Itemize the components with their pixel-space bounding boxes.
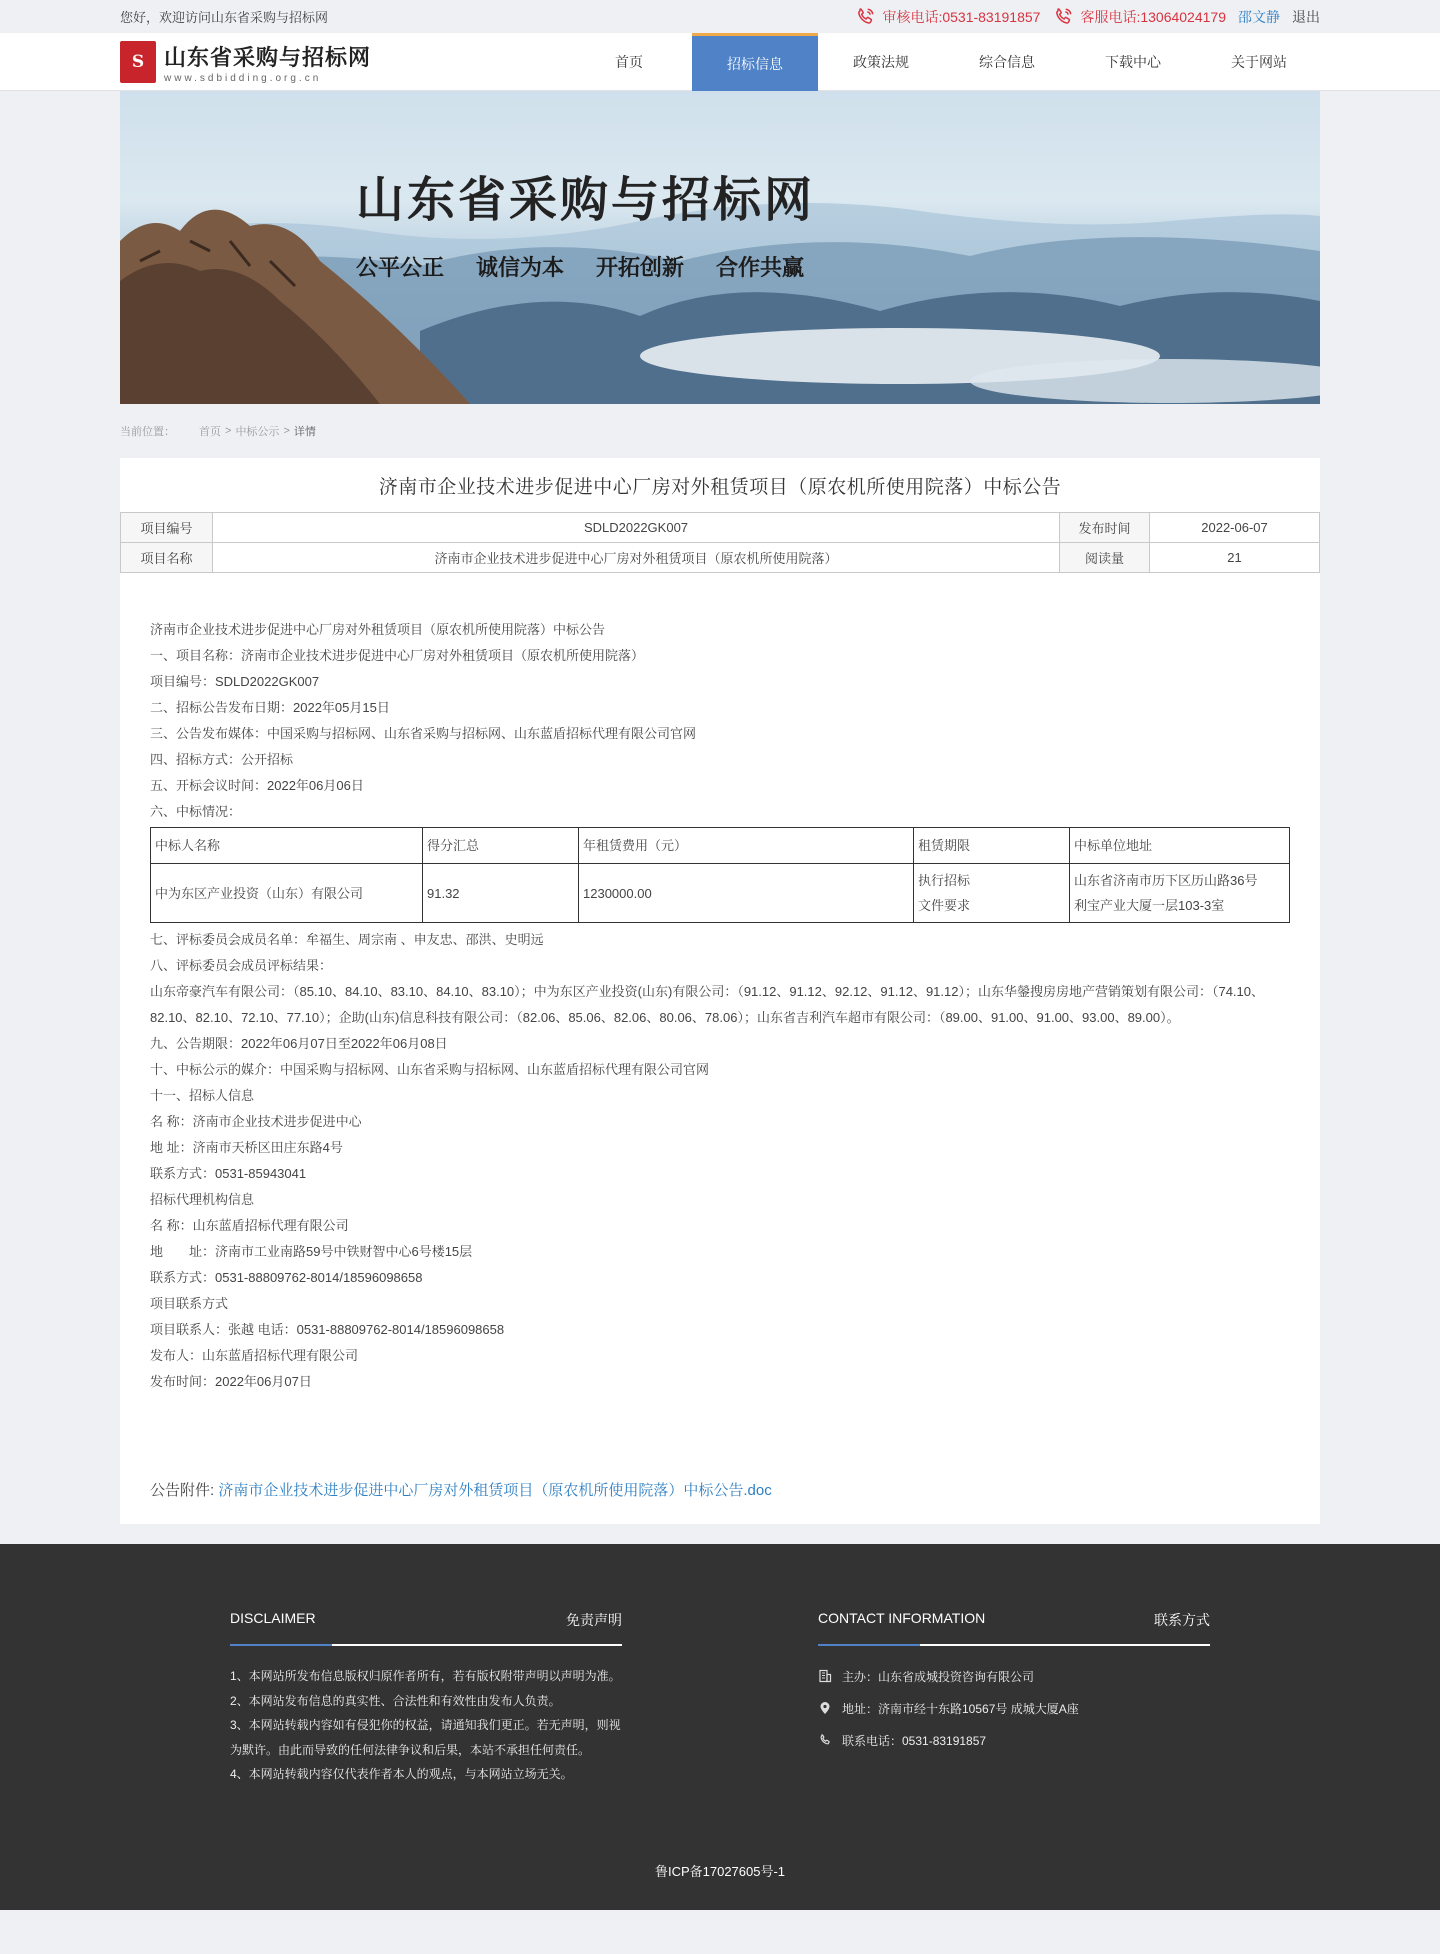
breadcrumb-section[interactable]: 中标公示 — [235, 426, 280, 438]
content-line: 三、公告发布媒体：中国采购与招标网、山东省采购与招标网、山东蓝盾招标代理有限公司官网 — [150, 726, 697, 741]
nav-bidding-info[interactable]: 招标信息 — [692, 33, 818, 91]
winner-address — [1070, 864, 1290, 923]
logo-seal-icon: S — [120, 41, 156, 83]
slogan: 诚信为本 — [476, 255, 565, 281]
winner-name: 中为东区产业投资（山东）有限公司 — [151, 864, 423, 923]
divider — [818, 1644, 1210, 1646]
phone-icon — [854, 6, 876, 28]
disclaimer-section — [230, 1610, 622, 1787]
site-header — [0, 33, 1440, 91]
content-line: 五、开标会议时间：2022年06月06日 — [150, 778, 364, 793]
address-text: 地址：济南市经十东路10567号 成城大厦A座 — [842, 1701, 1079, 1716]
table-header: 得分汇总 — [423, 828, 579, 864]
table-header: 中标单位地址 — [1070, 828, 1290, 864]
content-line: 项目编号：SDLD2022GK007 — [150, 674, 320, 689]
table-header: 中标人名称 — [151, 828, 423, 864]
contact-address — [818, 1692, 1210, 1724]
phone-text: 联系电话：0531-83191857 — [842, 1733, 987, 1748]
date-label: 发布时间 — [1060, 513, 1150, 543]
audit-phone-text: 审核电话:0531-83191857 — [882, 8, 1041, 25]
breadcrumb-sep: > — [283, 425, 290, 437]
attachment-label: 公告附件: — [150, 1482, 215, 1499]
notice-panel — [120, 458, 1320, 1524]
disclaimer-item: 4、本网站转载内容仅代表作者本人的观点，与本网站立场无关。 — [230, 1767, 573, 1781]
contact-host — [818, 1660, 1210, 1692]
content-line: 十一、招标人信息 — [150, 1088, 255, 1103]
term-line: 执行招标 — [918, 873, 971, 888]
winner-term — [914, 864, 1070, 923]
notice-info-table — [120, 512, 1320, 573]
date-value: 2022-06-07 — [1150, 513, 1320, 543]
content-line: 招标代理机构信息 — [150, 1192, 255, 1207]
phone-icon — [818, 1733, 832, 1747]
winner-table — [150, 827, 1290, 923]
content-line: 一、项目名称：济南市企业技术进步促进中心厂房对外租赁项目（原农机所使用院落） — [150, 648, 645, 663]
breadcrumb — [120, 404, 1320, 458]
breadcrumb-current: 详情 — [293, 426, 316, 438]
name-value: 济南市企业技术进步促进中心厂房对外租赁项目（原农机所使用院落） — [213, 543, 1060, 573]
main-nav — [566, 33, 1322, 91]
logo-url: www.sdbidding.org.cn — [164, 72, 322, 84]
content-line: 发布人：山东蓝盾招标代理有限公司 — [150, 1348, 359, 1363]
audit-phone — [854, 6, 1040, 28]
welcome-text: 您好，欢迎访问山东省采购与招标网 — [120, 10, 329, 25]
contact-heading-cn: 联系方式 — [1154, 1612, 1210, 1628]
contact-heading-en: CONTACT INFORMATION — [818, 1610, 986, 1626]
disclaimer-heading-en: DISCLAIMER — [230, 1610, 316, 1626]
winner-fee: 1230000.00 — [579, 864, 914, 923]
host-text: 主办：山东省成城投资咨询有限公司 — [842, 1669, 1035, 1684]
disclaimer-item: 1、本网站所发布信息版权归原作者所有，若有版权附带声明以声明为准。 — [230, 1669, 621, 1683]
banner-title: 山东省采购与招标网 — [356, 172, 816, 228]
notice-content — [120, 573, 1320, 1500]
name-label: 项目名称 — [121, 543, 213, 573]
service-phone — [1052, 6, 1226, 28]
address-line: 山东省济南市历下区历山路36号 — [1074, 873, 1258, 888]
views-label: 阅读量 — [1060, 543, 1150, 573]
service-phone-text: 客服电话:13064024179 — [1080, 8, 1226, 25]
content-line: 名 称：山东蓝盾招标代理有限公司 — [150, 1218, 349, 1233]
code-value: SDLD2022GK007 — [213, 513, 1060, 543]
contact-section — [818, 1610, 1210, 1787]
content-line: 联系方式：0531-88809762-8014/18596098658 — [150, 1270, 423, 1285]
nav-home[interactable]: 首页 — [615, 54, 643, 70]
logo-name: 山东省采购与招标网 — [164, 44, 372, 71]
content-line: 四、招标方式：公开招标 — [150, 752, 294, 767]
divider — [230, 1644, 622, 1646]
attachment — [150, 1479, 1290, 1500]
winner-score: 91.32 — [423, 864, 579, 923]
disclaimer-heading-cn: 免责声明 — [566, 1612, 622, 1628]
table-header: 年租赁费用（元） — [579, 828, 914, 864]
content-line: 八、评标委员会成员评标结果： — [150, 958, 333, 973]
table-row — [151, 864, 1290, 923]
disclaimer-item: 3、本网站转载内容如有侵犯你的权益，请通知我们更正。若无声明，则视为默许。由此而导致的任何法律争议和后果，本站不承担任何责任。 — [230, 1718, 621, 1757]
banner-slogans — [356, 251, 804, 282]
term-line: 文件要求 — [918, 898, 971, 913]
site-logo[interactable] — [120, 41, 371, 84]
hero-banner — [120, 91, 1320, 404]
content-line: 二、招标公告发布日期：2022年05月15日 — [150, 700, 390, 715]
contact-phone — [818, 1724, 1210, 1756]
table-header: 租赁期限 — [914, 828, 1070, 864]
notice-title: 济南市企业技术进步促进中心厂房对外租赁项目（原农机所使用院落）中标公告 — [378, 476, 1062, 498]
content-line: 地 址：济南市天桥区田庄东路4号 — [150, 1140, 343, 1155]
content-line: 九、公告期限：2022年06月07日至2022年06月08日 — [150, 1036, 448, 1051]
content-line: 名 称：济南市企业技术进步促进中心 — [150, 1114, 362, 1129]
views-value: 21 — [1150, 543, 1320, 573]
content-line: 联系方式：0531-85943041 — [150, 1166, 307, 1181]
icp-record[interactable]: 鲁ICP备17027605号-1 — [654, 1864, 786, 1879]
content-line: 发布时间：2022年06月07日 — [150, 1374, 312, 1389]
attachment-link[interactable]: 济南市企业技术进步促进中心厂房对外租赁项目（原农机所使用院落）中标公告.doc — [218, 1482, 772, 1499]
disclaimer-item: 2、本网站发布信息的真实性、合法性和有效性由发布人负责。 — [230, 1693, 561, 1708]
top-bar — [0, 0, 1440, 33]
content-line: 山东帝豪汽车有限公司：（85.10、84.10、83.10、84.10、83.10）；中为东区产业投资(山东)有限公司：（91.12、91.12、92.12、91.12、91.12）；山东华鎣搜房房地产营销策划有限公司：（74.10、82.10、82.10、72.10、77.10）；企助(山东)信息科技有限公司：（82.06、85.06、82.06、80.06、78.06）；山东省吉利汽车超市有限公司：（89.00、91.00、91.00、93.00、89.00）。 — [150, 984, 1265, 1025]
nav-download[interactable]: 下载中心 — [1105, 54, 1161, 70]
slogan: 开拓创新 — [596, 255, 685, 281]
content-line: 项目联系方式 — [150, 1296, 229, 1311]
breadcrumb-label: 当前位置： — [120, 426, 175, 438]
logout-link[interactable]: 退出 — [1292, 8, 1320, 25]
mountain-landscape-image — [120, 91, 1320, 404]
table-header-row — [151, 828, 1290, 864]
nav-about[interactable]: 关于网站 — [1231, 54, 1287, 70]
slogan: 公平公正 — [356, 255, 445, 281]
content-line: 六、中标情况： — [150, 804, 242, 819]
address-line: 利宝产业大厦一层103-3室 — [1074, 898, 1225, 913]
site-footer — [0, 1544, 1440, 1910]
slogan: 合作共赢 — [716, 255, 805, 281]
location-pin-icon — [818, 1701, 832, 1715]
breadcrumb-sep: > — [225, 425, 232, 437]
content-line: 项目联系人：张越 电话：0531-88809762-8014/18596098658 — [150, 1322, 505, 1337]
content-line: 济南市企业技术进步促进中心厂房对外租赁项目（原农机所使用院落）中标公告 — [150, 622, 606, 637]
building-icon — [818, 1669, 832, 1683]
breadcrumb-home[interactable]: 首页 — [199, 426, 221, 438]
nav-general-info[interactable]: 综合信息 — [979, 54, 1035, 70]
user-link[interactable]: 邵文静 — [1238, 8, 1280, 25]
content-line: 十、中标公示的媒介：中国采购与招标网、山东省采购与招标网、山东蓝盾招标代理有限公司官网 — [150, 1062, 710, 1077]
nav-policy[interactable]: 政策法规 — [853, 54, 909, 70]
content-line: 七、评标委员会成员名单：牟福生、周宗南 、申友忠、邵洪、史明远 — [150, 932, 544, 947]
content-line: 地 址：济南市工业南路59号中铁财智中心6号楼15层 — [150, 1244, 473, 1259]
phone-icon — [1052, 6, 1074, 28]
code-label: 项目编号 — [121, 513, 213, 543]
